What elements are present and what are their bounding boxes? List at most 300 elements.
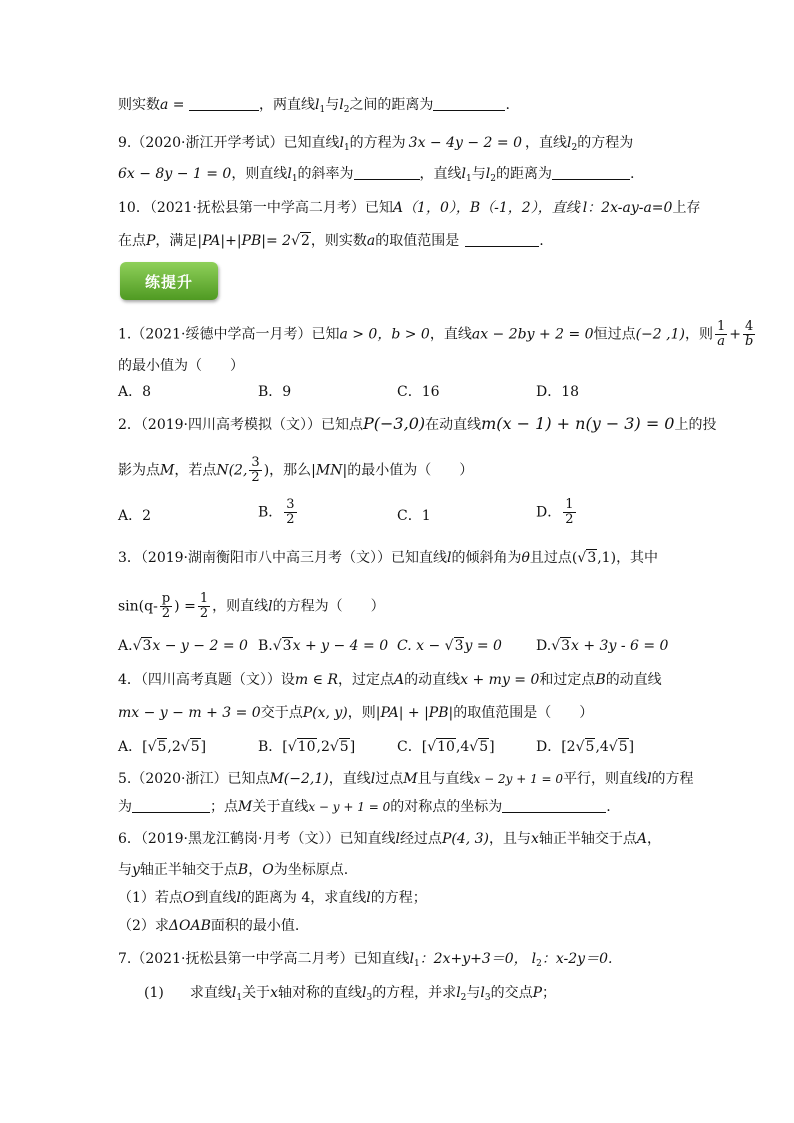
radicand: 5 bbox=[190, 739, 200, 755]
sqrt-symbol: √ bbox=[551, 638, 561, 654]
var-l: l bbox=[231, 985, 237, 1001]
p6-sub1 bbox=[118, 888, 427, 908]
p1-line2 bbox=[118, 356, 244, 376]
point-a: A bbox=[394, 672, 405, 688]
text: 已知点 bbox=[227, 771, 270, 787]
text: ] bbox=[349, 739, 356, 755]
text: . bbox=[505, 97, 510, 113]
condition: |PA|+|PB|= 2 bbox=[197, 233, 292, 249]
text: 的方程为 bbox=[349, 135, 406, 151]
numerator: 1 bbox=[565, 497, 574, 512]
text: 且与直线 bbox=[417, 771, 474, 787]
text: 则实数 bbox=[118, 97, 160, 113]
p2-line2 bbox=[118, 456, 473, 485]
sqrt-symbol: √ bbox=[180, 739, 190, 755]
question-source: （2019·黑龙江鹤岗·月考（文）） bbox=[140, 831, 340, 847]
text: （1）若点 bbox=[118, 890, 183, 906]
subscript: 3 bbox=[484, 993, 491, 1003]
var-a: a bbox=[160, 97, 169, 113]
text: . bbox=[606, 799, 611, 815]
text: ，直线 bbox=[429, 326, 472, 343]
p1-line1 bbox=[118, 320, 757, 349]
equation: x − y − 2 = 0 bbox=[152, 638, 248, 654]
q8-tail bbox=[118, 95, 510, 120]
numerator: p bbox=[161, 591, 171, 606]
option-d[interactable] bbox=[536, 636, 668, 656]
sub-label: (1) bbox=[144, 985, 164, 1001]
question-number: 1. bbox=[118, 326, 132, 343]
text: 面积的最小值. bbox=[210, 918, 300, 934]
text: = bbox=[168, 97, 189, 113]
point-n: N(2, bbox=[216, 462, 248, 479]
equation: ：2x+y+3＝0， bbox=[419, 951, 528, 967]
p6-line2 bbox=[118, 860, 348, 880]
var-l: l bbox=[582, 200, 588, 216]
equation: mx − y − m + 3 = 0 bbox=[118, 705, 261, 721]
var-l: l bbox=[370, 771, 376, 787]
point-m: M bbox=[238, 799, 253, 815]
question-number: 7. bbox=[118, 951, 132, 967]
sqrt-symbol: √ bbox=[444, 638, 454, 654]
answer-blank[interactable] bbox=[354, 165, 420, 180]
var-l: l bbox=[409, 951, 414, 967]
text: 经过点 bbox=[399, 831, 442, 847]
text: ( bbox=[571, 550, 578, 566]
numerator: 1 bbox=[199, 591, 209, 606]
text: 上存 bbox=[672, 200, 701, 216]
radicand: 3 bbox=[282, 638, 292, 654]
var-l: l bbox=[461, 166, 467, 182]
question-number: 10． bbox=[118, 200, 150, 216]
denominator: a bbox=[717, 334, 725, 349]
p4-line1 bbox=[118, 670, 662, 690]
text: ) = bbox=[174, 598, 196, 615]
sqrt-symbol: √ bbox=[132, 638, 142, 654]
text: 影为点 bbox=[118, 462, 160, 479]
fraction bbox=[743, 320, 755, 349]
text: ) bbox=[263, 462, 270, 479]
denominator: b bbox=[744, 334, 754, 349]
subscript: 2 bbox=[490, 174, 496, 184]
subscript: 1 bbox=[236, 993, 243, 1003]
text: 已知 bbox=[311, 326, 340, 343]
p6-line1 bbox=[118, 829, 661, 849]
denominator: 2 bbox=[161, 606, 171, 621]
equation: ：x-2y＝0. bbox=[541, 951, 613, 967]
text: ，直线 bbox=[419, 166, 462, 182]
point-m: M(−2,1) bbox=[269, 771, 329, 787]
point-p: P(x, y) bbox=[302, 705, 348, 721]
radicand: 2 bbox=[300, 233, 310, 249]
radicand: 5 bbox=[339, 739, 349, 755]
text: ,4 bbox=[455, 739, 470, 755]
var-theta: θ bbox=[521, 550, 530, 566]
option-label: B. bbox=[258, 638, 273, 654]
fraction bbox=[249, 456, 261, 485]
text: 已知直线 bbox=[339, 831, 396, 847]
p5-line1 bbox=[118, 769, 694, 789]
text: 为坐标原点. bbox=[273, 862, 349, 878]
option-b[interactable] bbox=[258, 498, 299, 527]
var-l: l bbox=[456, 985, 461, 1001]
text: 的斜率为 bbox=[297, 166, 354, 182]
var-y: y bbox=[132, 862, 140, 878]
text: 过点 bbox=[375, 771, 404, 787]
question-source: （2020·浙江） bbox=[131, 771, 228, 787]
var-l: l bbox=[315, 97, 320, 113]
numerator: 3 bbox=[286, 497, 295, 512]
point-p: P bbox=[532, 985, 543, 1001]
text: 轴正半轴交于点 bbox=[538, 831, 637, 847]
sqrt-symbol: √ bbox=[287, 739, 297, 755]
equation: 3x − 4y − 2 = 0 bbox=[408, 135, 522, 151]
subscript: 2 bbox=[460, 993, 467, 1003]
answer-blank[interactable] bbox=[189, 96, 259, 111]
question-number: 9. bbox=[118, 135, 132, 151]
text: 求直线 bbox=[189, 985, 232, 1001]
text: ， bbox=[647, 831, 662, 847]
question-source: （2021·绥德中学高一月考） bbox=[131, 326, 312, 343]
var-l: l bbox=[339, 97, 344, 113]
text: ，满足 bbox=[155, 233, 198, 249]
equation: m(x − 1) + n(y − 3) = 0 bbox=[481, 414, 675, 433]
p6-sub2 bbox=[118, 916, 299, 936]
radicand: 10 bbox=[297, 739, 316, 755]
text: 关于直线 bbox=[252, 799, 309, 815]
condition: m ∈ R bbox=[294, 672, 339, 688]
text: 设 bbox=[280, 672, 295, 688]
var-x: x bbox=[531, 831, 539, 847]
subscript: 1 bbox=[291, 174, 298, 184]
question-source: （2019·湖南衡阳市八中高三月考（文）） bbox=[140, 550, 391, 566]
text: ，两直线 bbox=[259, 97, 315, 113]
answer-blank[interactable] bbox=[465, 232, 539, 247]
equation: y = 0 bbox=[464, 638, 502, 654]
text: ；点 bbox=[210, 799, 238, 815]
question-source: （2021·抚松县第一中学高二月考） bbox=[149, 200, 365, 216]
question-number: 4． bbox=[118, 672, 141, 688]
text: 上的投 bbox=[674, 417, 717, 433]
point-a: A bbox=[636, 831, 648, 847]
denominator: 2 bbox=[565, 512, 574, 527]
subscript: 3 bbox=[366, 993, 373, 1003]
text: 关于 bbox=[242, 985, 271, 1001]
text: ,4 bbox=[595, 739, 609, 755]
question-source: （2019·四川高考模拟（文）） bbox=[140, 417, 322, 433]
radicand: 3 bbox=[454, 638, 464, 654]
var-l: l bbox=[287, 166, 292, 182]
text: ，则直线 bbox=[212, 598, 269, 615]
text: 恒过点 bbox=[593, 326, 636, 343]
var-a: a bbox=[366, 233, 376, 249]
equation: x − 2y + 1 = 0 bbox=[473, 772, 564, 786]
var-l: l bbox=[366, 890, 371, 906]
text: ] bbox=[489, 739, 495, 755]
var-l: l bbox=[236, 890, 241, 906]
denominator: 2 bbox=[199, 606, 209, 621]
point-p: P(4, 3) bbox=[441, 831, 489, 847]
text: 的动直线 bbox=[605, 672, 662, 688]
condition: a > 0 bbox=[339, 326, 378, 343]
point-p: P bbox=[146, 233, 156, 249]
text: 到直线 bbox=[194, 890, 237, 906]
text: ，则 bbox=[684, 326, 713, 343]
var-l: l bbox=[531, 951, 537, 967]
point-b: B bbox=[237, 862, 249, 878]
var-l: l bbox=[268, 598, 273, 615]
var-l: l bbox=[447, 550, 452, 566]
subscript: 1 bbox=[466, 174, 472, 184]
point-o: O bbox=[182, 890, 195, 906]
question-number: 6． bbox=[118, 831, 141, 847]
radicand: 5 bbox=[157, 739, 167, 755]
option-label: D． bbox=[536, 504, 562, 521]
option-a[interactable]: A．8 bbox=[118, 384, 152, 400]
p5-line2 bbox=[118, 797, 611, 817]
var-l: l bbox=[395, 831, 400, 847]
numerator: 4 bbox=[744, 319, 754, 334]
radicand: 3 bbox=[587, 550, 597, 566]
text: 轴正半轴交于点 bbox=[139, 862, 238, 878]
q9-line2 bbox=[118, 164, 634, 189]
option-d[interactable]: D．18 bbox=[536, 384, 580, 400]
answer-blank[interactable] bbox=[552, 165, 630, 180]
condition: ，b > 0 bbox=[377, 326, 430, 343]
point-b: B bbox=[595, 672, 606, 688]
point: (−2 ,1) bbox=[635, 326, 685, 343]
text: 的最小值为（ ） bbox=[118, 358, 244, 374]
sqrt-symbol: √ bbox=[147, 739, 157, 755]
sqrt-symbol: √ bbox=[469, 739, 479, 755]
text: ,2 bbox=[316, 739, 330, 755]
option-c[interactable] bbox=[397, 737, 495, 757]
text: 与 bbox=[325, 97, 340, 113]
text: 的倾斜角为 bbox=[451, 550, 522, 566]
point-m: M bbox=[160, 462, 175, 479]
radicand: 5 bbox=[585, 739, 595, 755]
option-b[interactable] bbox=[258, 636, 388, 656]
text: 的方程，并求 bbox=[372, 985, 457, 1001]
var-x: x bbox=[270, 985, 278, 1001]
text: 与 bbox=[471, 166, 486, 182]
subscript: 2 bbox=[571, 143, 578, 153]
text: 交于点 bbox=[260, 705, 303, 721]
text: ， bbox=[248, 862, 263, 878]
fraction bbox=[715, 320, 727, 349]
text: 与 bbox=[466, 985, 481, 1001]
equation: x − y + 1 = 0 bbox=[308, 800, 391, 814]
text: 在点 bbox=[118, 233, 146, 249]
text: 已知直线 bbox=[391, 550, 447, 566]
option-label: C．[ bbox=[397, 739, 428, 755]
subscript: 1 bbox=[343, 143, 350, 153]
point-m: M bbox=[403, 771, 418, 787]
var-l: l bbox=[361, 985, 367, 1001]
equation: 6x − 8y − 1 = 0 bbox=[118, 166, 232, 182]
text: ,2 bbox=[167, 739, 181, 755]
text: 的对称点的坐标为 bbox=[390, 799, 503, 815]
text: （2）求 bbox=[118, 918, 169, 934]
fraction bbox=[198, 592, 210, 621]
var-l: l bbox=[485, 166, 491, 182]
option-label: A. bbox=[118, 638, 133, 654]
answer-blank[interactable] bbox=[502, 798, 606, 813]
var-l: l bbox=[647, 771, 652, 787]
fraction bbox=[563, 498, 575, 527]
text: 和过定点 bbox=[539, 672, 596, 688]
text: 的最小值为（ ） bbox=[347, 462, 474, 479]
p7-sub1 bbox=[144, 983, 556, 1008]
option-a[interactable]: A．2 bbox=[118, 508, 152, 524]
text: 的动直线 bbox=[404, 672, 461, 688]
sqrt-symbol: √ bbox=[291, 233, 300, 249]
option-a[interactable] bbox=[118, 737, 206, 757]
option-c[interactable]: C．1 bbox=[397, 508, 431, 524]
expression: |PA| + |PB| bbox=[375, 705, 454, 721]
sqrt-symbol: √ bbox=[577, 550, 587, 566]
text: ，过定点 bbox=[338, 672, 395, 688]
option-label: D. bbox=[536, 638, 552, 654]
segment: |MN| bbox=[311, 462, 348, 479]
p3-line2 bbox=[118, 592, 385, 621]
text: 的取值范围是（ ） bbox=[453, 705, 594, 721]
text: 的取值范围是 bbox=[375, 233, 460, 249]
text: ，直线 bbox=[328, 771, 371, 787]
text: 在动直线 bbox=[425, 417, 482, 433]
numerator: 1 bbox=[716, 319, 726, 334]
question-number: 2． bbox=[118, 417, 141, 433]
fraction bbox=[284, 498, 296, 527]
text: 平行，则直线 bbox=[563, 771, 648, 787]
p4-line2 bbox=[118, 703, 593, 723]
sqrt-symbol: √ bbox=[575, 739, 585, 755]
denominator: 2 bbox=[286, 512, 295, 527]
sqrt-symbol: √ bbox=[608, 739, 618, 755]
question-number: 3． bbox=[118, 550, 141, 566]
point-b: B（-1，2），直线 bbox=[469, 200, 580, 216]
point: P(−3,0) bbox=[363, 414, 426, 433]
text: ] bbox=[200, 739, 207, 755]
text: ，若点 bbox=[174, 462, 217, 479]
point-o: O bbox=[262, 862, 274, 878]
denominator: 2 bbox=[251, 470, 260, 485]
text: . bbox=[629, 166, 635, 182]
triangle: ΔOAB bbox=[168, 918, 211, 934]
subscript: 1 bbox=[413, 959, 420, 969]
text: ，其中 bbox=[616, 550, 659, 566]
sin-expr: sin(q- bbox=[118, 598, 158, 615]
text: ，则直线 bbox=[231, 166, 288, 182]
text: 且过点 bbox=[529, 550, 572, 566]
option-d[interactable] bbox=[536, 498, 578, 527]
text: 与 bbox=[118, 862, 132, 878]
subscript: 2 bbox=[536, 959, 542, 969]
radicand: 5 bbox=[479, 739, 489, 755]
q9-line1 bbox=[118, 133, 633, 158]
text: 为 bbox=[118, 799, 132, 815]
text: . bbox=[539, 233, 544, 249]
text: ，直线 bbox=[525, 135, 567, 151]
var-l: l bbox=[567, 135, 572, 151]
equation: x + 3y - 6 = 0 bbox=[571, 638, 669, 654]
question-source: （四川高考真题（文）） bbox=[140, 672, 281, 688]
text: 轴对称的直线 bbox=[277, 985, 362, 1001]
equation: x + y − 4 = 0 bbox=[292, 638, 389, 654]
option-label: C. x − bbox=[397, 638, 445, 654]
option-d[interactable] bbox=[536, 737, 634, 757]
text: ，且与 bbox=[489, 831, 531, 847]
option-label: D．[2 bbox=[536, 739, 576, 755]
text: 之间的距离为 bbox=[349, 97, 434, 113]
subscript: 1 bbox=[319, 105, 326, 115]
text: 已知直线 bbox=[283, 135, 340, 151]
sqrt-symbol: √ bbox=[427, 739, 437, 755]
option-label: A．[ bbox=[118, 739, 148, 755]
subscript: 2 bbox=[343, 105, 350, 115]
option-b[interactable]: B．9 bbox=[258, 384, 292, 400]
answer-blank[interactable] bbox=[132, 798, 210, 813]
var-l: l bbox=[339, 135, 344, 151]
fraction bbox=[160, 592, 172, 621]
equation: x + my = 0 bbox=[460, 672, 540, 688]
sqrt-symbol: √ bbox=[272, 638, 282, 654]
text: 的距离为 bbox=[495, 166, 552, 182]
text: ，则实数 bbox=[310, 233, 367, 249]
sqrt-symbol: √ bbox=[329, 739, 339, 755]
question-source: （2021·抚松县第一中学高二月考） bbox=[131, 951, 354, 967]
text: 的方程； bbox=[370, 890, 427, 906]
p2-line1 bbox=[118, 414, 716, 435]
p3-line1 bbox=[118, 548, 658, 568]
equation: ax − 2by + 2 = 0 bbox=[471, 326, 594, 343]
text: 的方程 bbox=[651, 771, 694, 787]
text: ； bbox=[542, 985, 557, 1001]
point-a: A（1，0）， bbox=[392, 200, 470, 216]
question-number: 5. bbox=[118, 771, 132, 787]
option-label: B．[ bbox=[258, 739, 288, 755]
text: ,1) bbox=[597, 550, 617, 566]
numerator: 3 bbox=[251, 455, 260, 470]
radicand: 3 bbox=[142, 638, 152, 654]
q10-line2 bbox=[118, 231, 544, 251]
text: 的交点 bbox=[490, 985, 533, 1001]
text: 已知直线 bbox=[353, 951, 410, 967]
option-c[interactable]: C．16 bbox=[397, 384, 440, 400]
text: 的方程为（ ） bbox=[272, 598, 385, 615]
p7-line1 bbox=[118, 949, 612, 974]
radicand: 10 bbox=[437, 739, 455, 755]
option-b[interactable] bbox=[258, 737, 355, 757]
text: 的距离为 4，求直线 bbox=[240, 890, 367, 906]
text: ] bbox=[628, 739, 635, 755]
text: ，那么 bbox=[269, 462, 312, 479]
var-l: l bbox=[480, 985, 485, 1001]
text: ，则 bbox=[347, 705, 376, 721]
answer-blank[interactable] bbox=[433, 96, 505, 111]
radicand: 3 bbox=[561, 638, 571, 654]
question-source: （2020·浙江开学考试） bbox=[131, 135, 284, 151]
q10-line1 bbox=[118, 198, 700, 218]
text: 已知 bbox=[364, 200, 393, 216]
text: 已知点 bbox=[321, 417, 364, 433]
section-badge: 练提升 bbox=[120, 262, 218, 300]
text: 的方程为 bbox=[577, 135, 634, 151]
option-c[interactable] bbox=[397, 636, 502, 656]
option-a[interactable] bbox=[118, 636, 248, 656]
option-label: B． bbox=[258, 504, 283, 521]
radicand: 5 bbox=[618, 739, 628, 755]
plus: + bbox=[729, 326, 741, 343]
